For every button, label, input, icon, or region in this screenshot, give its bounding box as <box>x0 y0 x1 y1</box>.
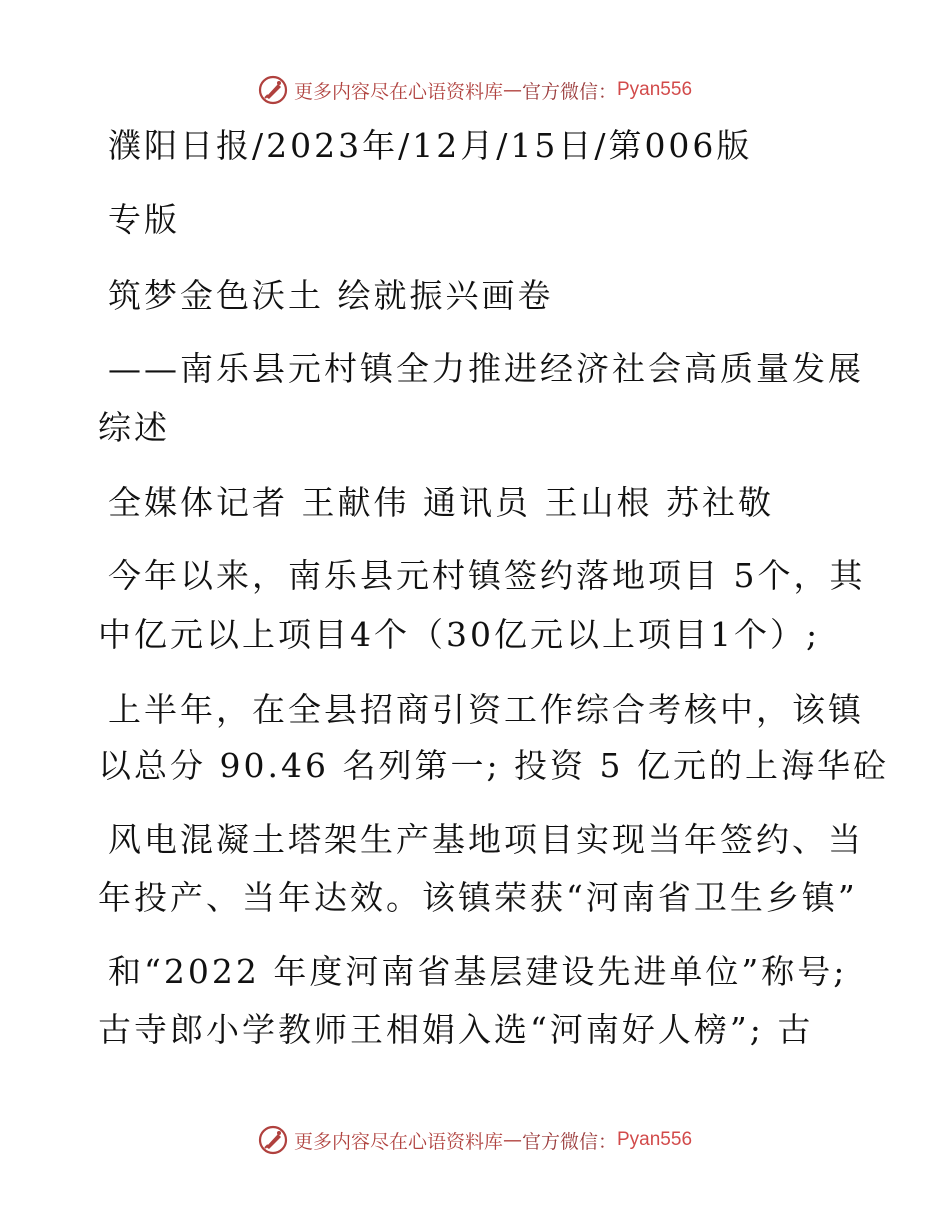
quill-pen-icon <box>258 1125 288 1155</box>
watermark-dash: — <box>502 1129 522 1151</box>
article-title: 筑梦金色沃土 绘就振兴画卷 <box>108 276 554 315</box>
watermark-handle: Pyan556 <box>617 79 693 100</box>
body-line: 风电混凝土塔架生产基地项目实现当年签约、当 <box>108 820 864 859</box>
body-line: 中亿元以上项目4个（30亿元以上项目1个）; <box>98 615 821 654</box>
watermark-banner-bottom <box>0 1122 950 1158</box>
body-line: 上半年，在全县招商引资工作综合考核中，该镇 <box>108 690 864 729</box>
watermark-text: 更多内容尽在心语资料库 <box>293 1130 503 1153</box>
watermark-wechat-label: 官方微信： <box>521 1130 617 1153</box>
byline: 全媒体记者 王献伟 通讯员 王山根 苏社敬 <box>108 483 774 522</box>
article-subtitle-continued: 综述 <box>98 408 170 447</box>
watermark-text: 更多内容尽在心语资料库 <box>293 80 503 103</box>
body-line: 和“2022 年度河南省基层建设先进单位”称号; <box>108 952 848 991</box>
watermark-handle: Pyan556 <box>617 1129 693 1150</box>
body-line: 年投产、当年达效。该镇荣获“河南省卫生乡镇” <box>98 878 858 917</box>
quill-pen-icon <box>258 75 288 105</box>
body-line: 以总分 90.46 名列第一; 投资 5 亿元的上海华砼 <box>98 746 890 785</box>
watermark-wechat-label: 官方微信： <box>521 80 617 103</box>
body-line: 今年以来，南乐县元村镇签约落地项目 5个，其 <box>108 556 866 595</box>
article-subtitle: ——南乐县元村镇全力推进经济社会高质量发展 <box>108 349 864 388</box>
section-label: 专版 <box>108 200 180 239</box>
body-line: 古寺郎小学教师王相娟入选“河南好人榜”; 古 <box>98 1010 814 1049</box>
watermark-banner-top <box>0 72 950 108</box>
watermark-dash: — <box>502 79 522 101</box>
newspaper-source-line: 濮阳日报/2023年/12月/15日/第006版 <box>108 126 753 165</box>
